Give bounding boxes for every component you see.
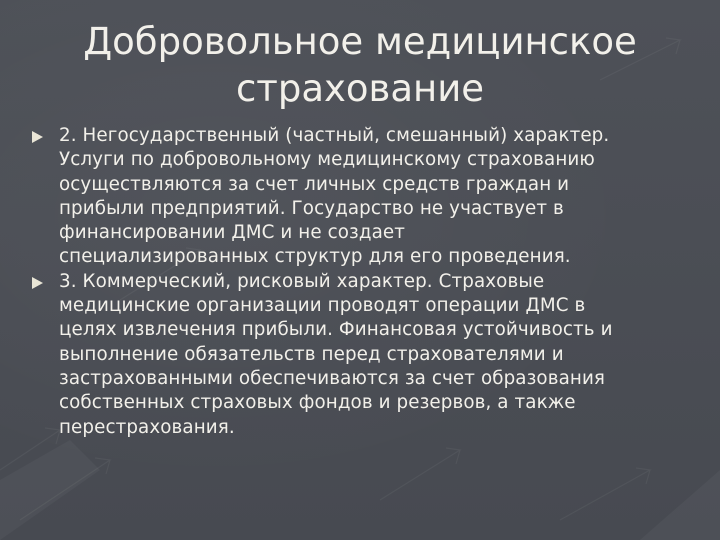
bullet-line: финансировании ДМС и не создает [59, 222, 405, 244]
bullet-item-2 [32, 124, 704, 270]
bullet-list [32, 124, 704, 440]
triangle-right-icon [32, 131, 43, 143]
bullet-line: прибыли предприятий. Государство не участвует в [59, 197, 564, 219]
slide-title [0, 18, 720, 112]
bullet-line: специализированных структур для его проведения. [59, 246, 571, 268]
bullet-item-3 [32, 270, 704, 440]
slide-title-line-1: Добровольное медицинское [83, 20, 637, 63]
bullet-line: перестрахования. [59, 416, 235, 438]
triangle-right-icon [32, 277, 43, 289]
bullet-line: собственных страховых фондов и резервов, а также [59, 392, 576, 414]
bullet-line: Услуги по добровольному медицинскому страхованию [59, 149, 595, 171]
bullet-line: застрахованными обеспечиваются за счет образования [59, 367, 606, 389]
bullet-line: целях извлечения прибыли. Финансовая устойчивость и [59, 319, 613, 341]
bullet-line: 2. Негосударственный (частный, смешанный) характер. [59, 125, 610, 146]
bullet-line: выполнение обязательств перед страхователями и [59, 343, 564, 365]
slide-title-line-2: страхование [235, 67, 485, 110]
bullet-line: медицинские организации проводят операции ДМС в [59, 295, 586, 317]
bullet-line: осуществляются за счет личных средств граждан и [59, 173, 570, 195]
bullet-line: 3. Коммерческий, рисковый характер. Страховые [59, 270, 545, 292]
